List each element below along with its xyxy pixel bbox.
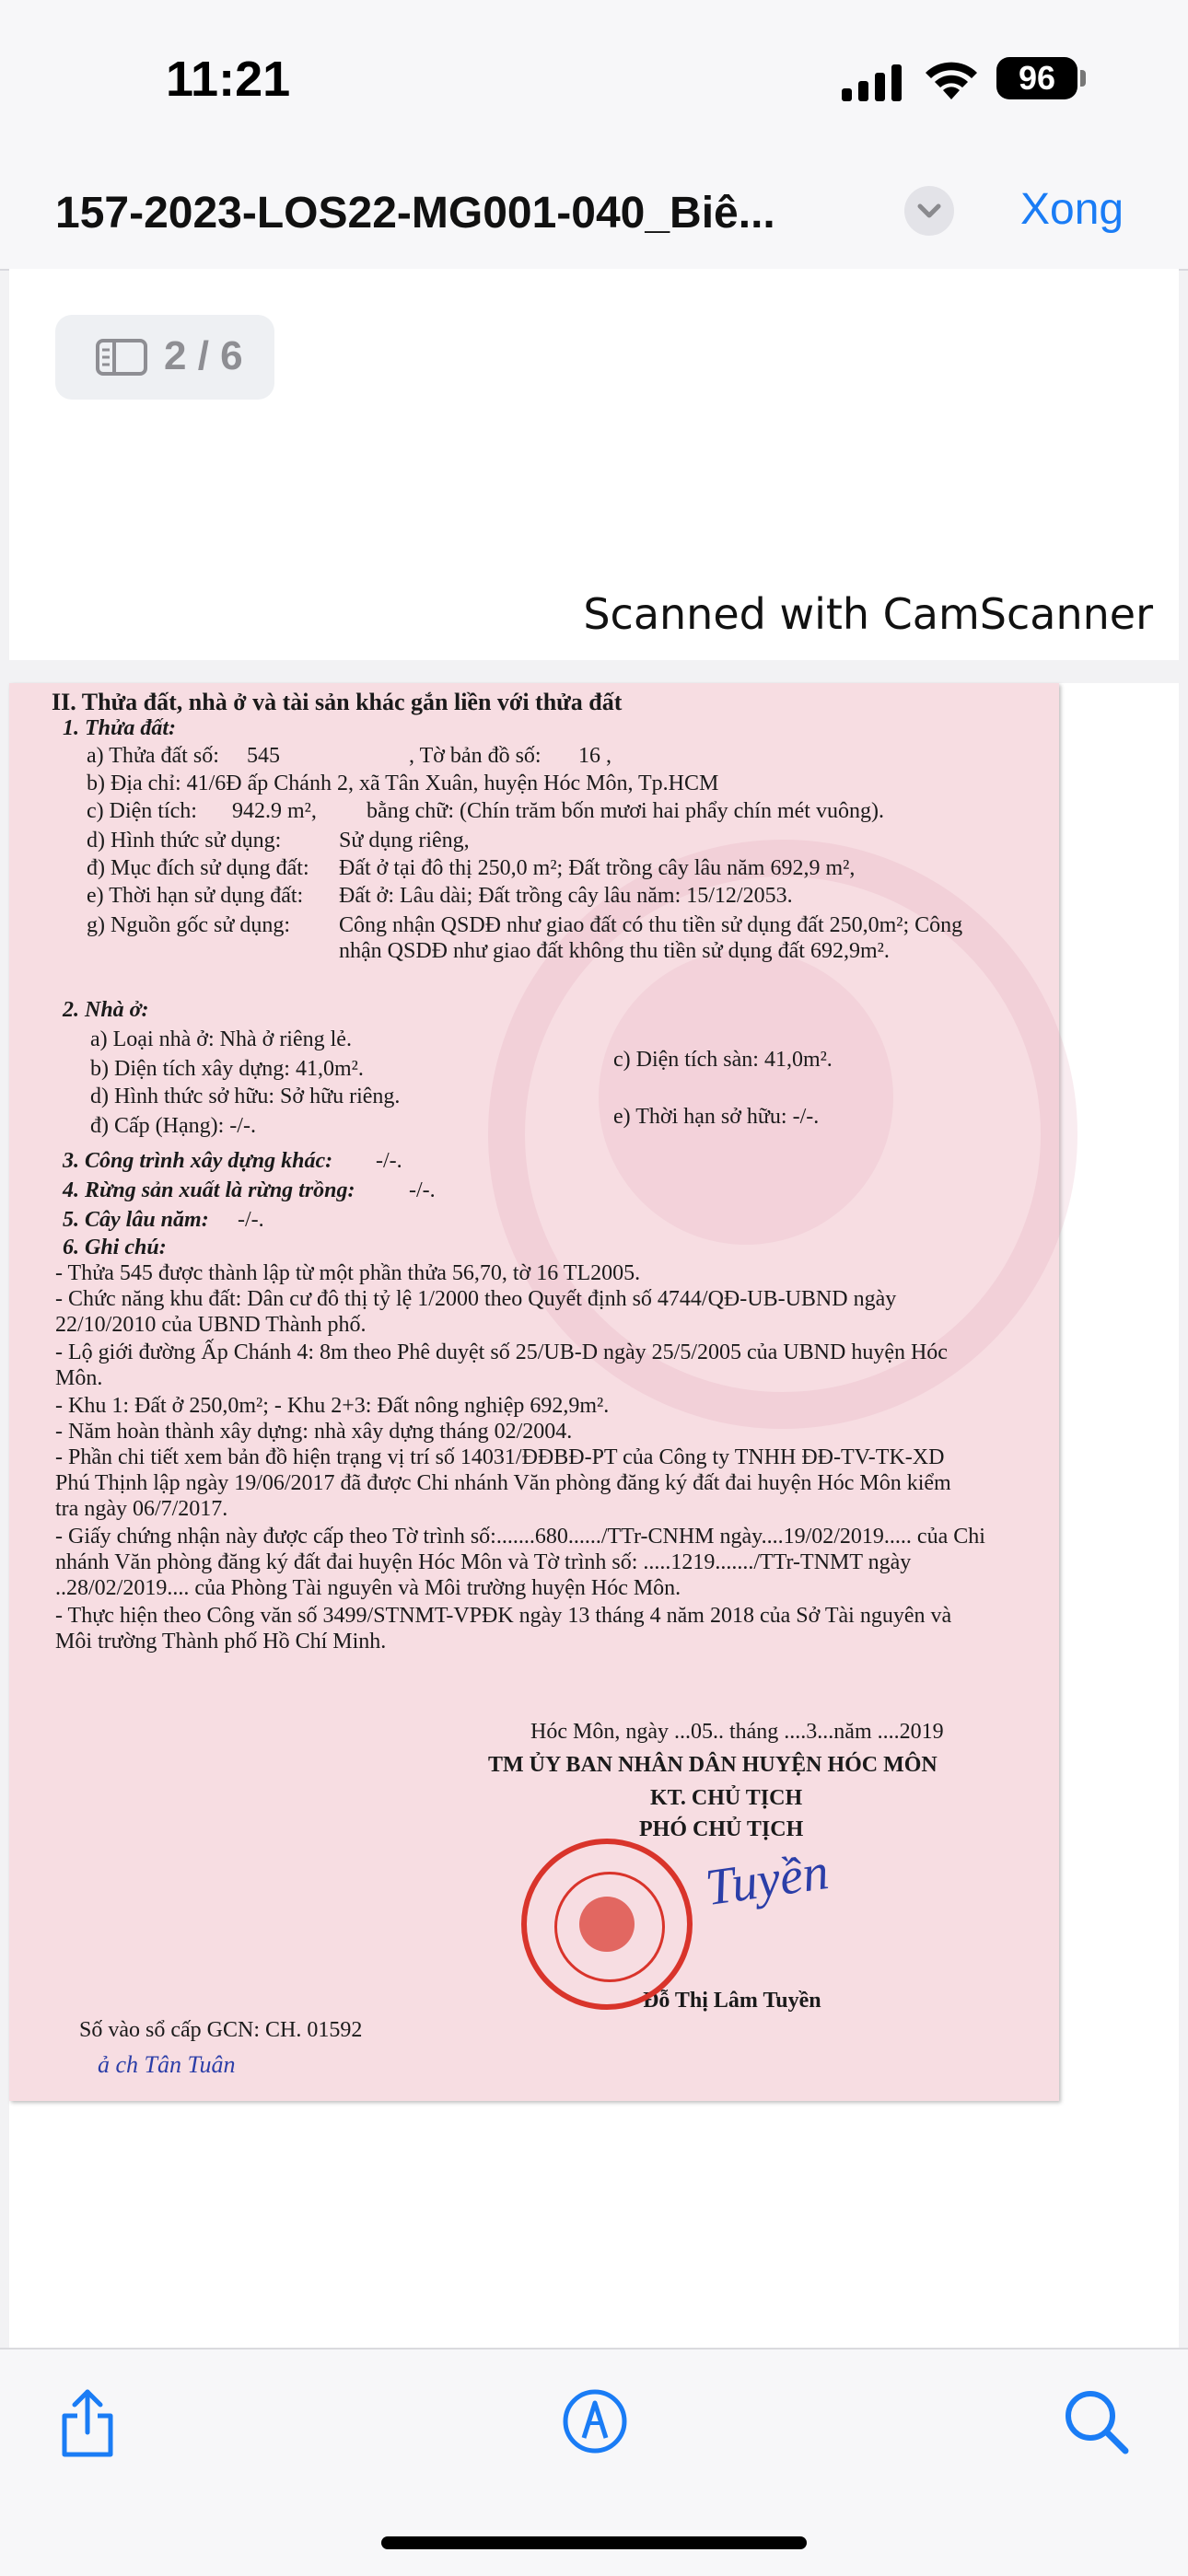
area-value: 942.9 m², xyxy=(232,799,317,823)
area-words: bằng chữ: (Chín trăm bốn mươi hai phẩy chín mét vuông). xyxy=(367,799,884,823)
other-works-title: 3. Công trình xây dựng khác: xyxy=(63,1149,333,1173)
usage-form-label: d) Hình thức sử dụng: xyxy=(87,829,282,853)
share-icon[interactable] xyxy=(55,2386,120,2460)
handwritten-initials: ả ch Tân Tuân xyxy=(98,2051,236,2078)
note-line: nhánh Văn phòng đăng ký đất đai huyện Hóc Môn và Tờ trình số: .....1219......./TTr-TNMT ngày xyxy=(55,1550,912,1574)
purpose: Đất ở tại đô thị 250,0 m²; Đất trồng cây lâu năm 692,9 m², xyxy=(339,856,856,880)
note-line: Phú Thịnh lập ngày 19/06/2017 đã được Chi nhánh Văn phòng đăng ký đất đai huyện Hóc Môn kiểm xyxy=(55,1471,951,1495)
note-line: - Thửa 545 được thành lập từ một phần thửa 56,70, tờ 16 TL2005. xyxy=(55,1261,641,1285)
status-time: 11:21 xyxy=(166,52,291,107)
document-title[interactable]: 157-2023-LOS22-MG001-040_Biê... xyxy=(55,189,775,238)
search-icon[interactable] xyxy=(1061,2386,1131,2456)
signature-scribble: Tuyền xyxy=(702,1842,833,1918)
other-works-value: -/-. xyxy=(376,1149,402,1173)
battery-icon: 96 xyxy=(996,57,1077,99)
register-number: Số vào sổ cấp GCN: CH. 01592 xyxy=(79,2018,363,2042)
document-nav-bar xyxy=(0,157,1188,271)
note-line: - Giấy chứng nhận này được cấp theo Tờ trình số:.......680....../TTr-CNHM ngày....19/02/2019..... của Chi xyxy=(55,1525,985,1549)
purpose-label: đ) Mục đích sử dụng đất: xyxy=(87,856,309,880)
note-line: - Chức năng khu đất: Dân cư đô thị tỷ lệ 1/2000 theo Quyết định số 4744/QĐ-UB-UBND ngày xyxy=(55,1287,897,1311)
done-button[interactable]: Xong xyxy=(1020,185,1124,234)
parcel-number: 545 xyxy=(247,744,280,768)
sign-role-2: PHÓ CHỦ TỊCH xyxy=(639,1817,804,1841)
term: Đất ở: Lâu dài; Đất trồng cây lâu năm: 15/12/2053. xyxy=(339,884,793,908)
status-bar xyxy=(0,0,1188,157)
parcel-number-label: a) Thửa đất số: xyxy=(87,744,219,768)
house-grade: đ) Cấp (Hạng): -/-. xyxy=(90,1114,256,1138)
note-line: - Khu 1: Đất ở 250,0m²; - Khu 2+3: Đất nông nghiệp 692,9m². xyxy=(55,1394,610,1418)
home-indicator[interactable] xyxy=(381,2536,807,2549)
origin-label: g) Nguồn gốc sử dụng: xyxy=(87,913,290,937)
note-line: Môn. xyxy=(55,1366,103,1390)
map-sheet-number: 16 , xyxy=(578,744,611,768)
page-1-preview[interactable] xyxy=(9,269,1179,660)
note-line: ..28/02/2019.... của Phòng Tài nguyên và Môi trường huyện Hóc Môn. xyxy=(55,1576,681,1600)
house-title: 2. Nhà ở: xyxy=(63,998,149,1022)
scanner-watermark: Scanned with CamScanner xyxy=(583,589,1153,639)
house-floor-area: c) Diện tích sàn: 41,0m². xyxy=(613,1048,833,1072)
signer-name: Đỗ Thị Lâm Tuyền xyxy=(643,1989,821,2013)
note-line: - Lộ giới đường Ấp Chánh 4: 8m theo Phê duyệt số 25/UB-D ngày 25/5/2005 của UBND huyện Hóc xyxy=(55,1340,948,1364)
note-line: - Năm hoàn thành xây dựng: nhà xây dựng tháng 02/2004. xyxy=(55,1420,573,1444)
map-sheet-label: , Tờ bản đồ số: xyxy=(409,744,542,768)
sign-role-1: KT. CHỦ TỊCH xyxy=(650,1786,803,1810)
sidebar-pages-icon xyxy=(96,339,147,376)
seal-emblem xyxy=(579,1897,635,1952)
note-line: - Thực hiện theo Công văn số 3499/STNMT-VPĐK ngày 13 tháng 4 năm 2018 của Sở Tài nguyên và xyxy=(55,1604,952,1628)
house-ownership: d) Hình thức sở hữu: Sở hữu riêng. xyxy=(90,1085,401,1108)
page-number: 2 / 6 xyxy=(164,333,243,378)
notes-title: 6. Ghi chú: xyxy=(63,1236,167,1259)
scanned-certificate xyxy=(9,683,1059,2101)
land-title: 1. Thửa đất: xyxy=(63,716,177,740)
chevron-down-icon xyxy=(904,186,954,236)
house-type: a) Loại nhà ở: Nhà ở riêng lẻ. xyxy=(90,1027,352,1051)
title-menu-button[interactable] xyxy=(904,186,954,236)
note-line: 22/10/2010 của UBND Thành phố. xyxy=(55,1313,367,1337)
note-line: - Phần chi tiết xem bản đồ hiện trạng vị trí số 14031/ĐĐBĐ-PT của Công ty TNHH ĐĐ-TV-TK-XD xyxy=(55,1445,945,1469)
page-indicator[interactable] xyxy=(55,315,274,400)
area-label: c) Diện tích: xyxy=(87,799,197,823)
battery-tip xyxy=(1080,70,1086,87)
background-emblem-center xyxy=(599,950,893,1245)
perennial-title: 5. Cây lâu năm: xyxy=(63,1208,209,1232)
section-heading: II. Thửa đất, nhà ở và tài sản khác gắn liền với thửa đất xyxy=(52,689,623,715)
perennial-value: -/-. xyxy=(238,1208,264,1232)
note-line: tra ngày 06/7/2017. xyxy=(55,1497,228,1521)
wifi-icon xyxy=(923,57,980,101)
note-line: Môi trường Thành phố Hồ Chí Minh. xyxy=(55,1630,387,1654)
cellular-signal-icon xyxy=(842,64,908,101)
markup-icon[interactable] xyxy=(560,2386,630,2456)
address: b) Địa chỉ: 41/6Đ ấp Chánh 2, xã Tân Xuân, huyện Hóc Môn, Tp.HCM xyxy=(87,772,719,795)
official-red-seal xyxy=(521,1839,693,2010)
usage-form: Sử dụng riêng, xyxy=(339,829,470,853)
house-build-area: b) Diện tích xây dựng: 41,0m². xyxy=(90,1057,364,1081)
term-label: e) Thời hạn sử dụng đất: xyxy=(87,884,304,908)
origin-line-2: nhận QSDĐ như giao đất không thu tiền sử dụng đất 692,9m². xyxy=(339,939,890,963)
forest-title: 4. Rừng sản xuất là rừng trồng: xyxy=(63,1178,355,1202)
sign-organization: TM ỦY BAN NHÂN DÂN HUYỆN HÓC MÔN xyxy=(488,1753,938,1777)
house-ownership-term: e) Thời hạn sở hữu: -/-. xyxy=(613,1105,820,1129)
forest-value: -/-. xyxy=(409,1178,436,1202)
origin-line-1: Công nhận QSDĐ như giao đất có thu tiền sử dụng đất 250,0m²; Công xyxy=(339,913,963,937)
sign-date: Hóc Môn, ngày ...05.. tháng ....3...năm ....2019 xyxy=(530,1720,944,1744)
page-2[interactable] xyxy=(9,683,1179,2348)
